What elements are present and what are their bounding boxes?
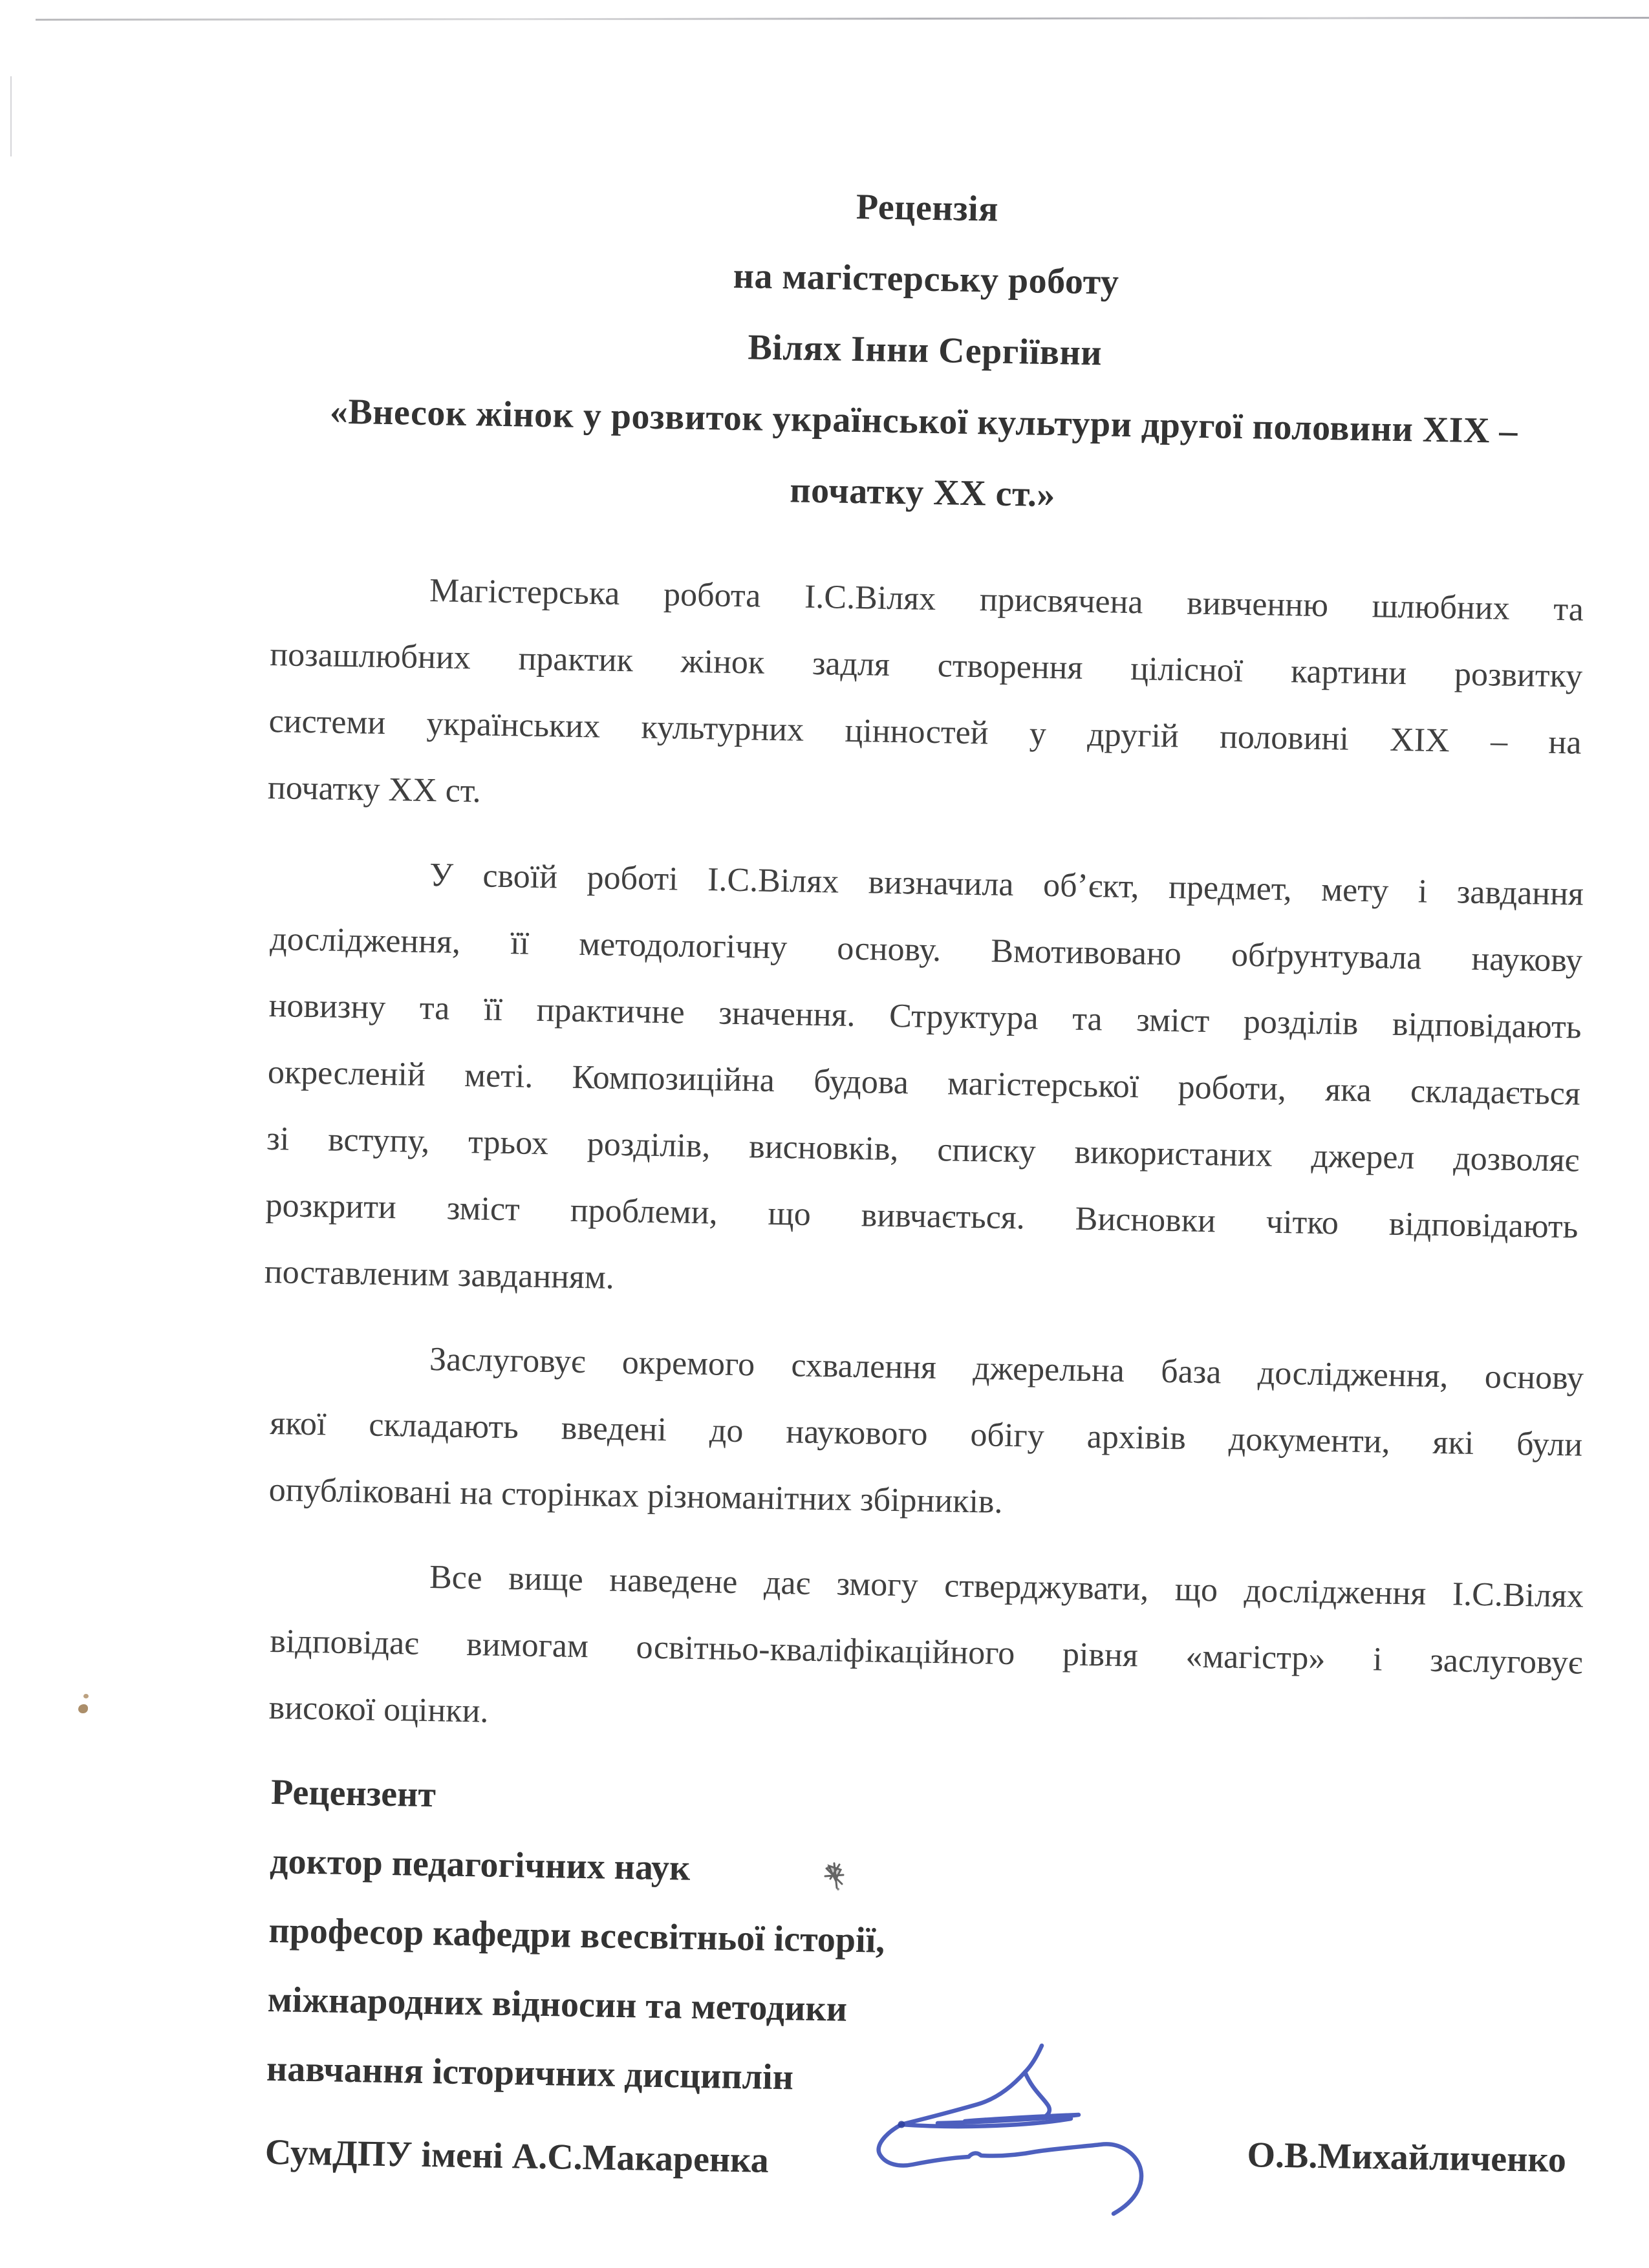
text-line: поставленим завданням. [264, 1253, 615, 1296]
paragraph-2 [264, 839, 1584, 1327]
text-line: системи українських культурних цінностей у другій половині XIX – на [268, 702, 1582, 762]
ink-speck [78, 1704, 88, 1713]
text-line: Заслуговує окремого схвалення джерельна база дослідження, основу [429, 1341, 1584, 1397]
text-line: високої оцінки. [268, 1689, 489, 1730]
reviewer-line: навчання історичних дисциплін [266, 2048, 794, 2098]
text-line: зі вступу, трьох розділів, висновків, списку використаних джерел дозволяє [266, 1120, 1580, 1179]
text-line: Все вище наведене дає змогу стверджувати, що дослідження І.С.Вілях [429, 1559, 1584, 1615]
reviewer-line: міжнародних відносин та методики [267, 1979, 848, 2029]
document-heading [266, 162, 1584, 539]
signature-ink [860, 2030, 1158, 2227]
heading-line: на магістерську роботу [733, 255, 1119, 303]
text-line: опубліковані на сторінках різноманітних збірників. [268, 1471, 1003, 1521]
heading-line: початку XX ст.» [789, 470, 1056, 515]
reviewer-line: доктор педагогічних наук [269, 1841, 691, 1888]
reviewer-line: професор кафедри всесвітньої історії, [268, 1910, 885, 1961]
reviewer-line: Рецензент [270, 1771, 436, 1815]
scan-artifact-left-line [10, 76, 12, 156]
text-line: окресленій меті. Композиційна будова магістерської роботи, яка складається [267, 1053, 1581, 1113]
paragraph-3 [268, 1323, 1584, 1545]
paragraph-1 [267, 555, 1584, 843]
heading-line: Вілях Інни Сергіївни [747, 327, 1103, 374]
text-line: новизну та її практичне значення. Структура та зміст розділів відповідають [268, 987, 1582, 1046]
heading-line: «Внесок жінок у розвиток української культури другої половини XIX – [329, 391, 1518, 452]
text-line: розкрити зміст проблеми, що вивчається. Висновки чітко відповідають [265, 1186, 1579, 1246]
ink-speck [83, 1694, 89, 1698]
text-line: позашлюбних практик жінок задля створення цілісної картини розвитку [269, 636, 1583, 695]
document-content [264, 0, 1584, 2187]
text-line: якої складають введені до наукового обігу архівів документи, які були [269, 1404, 1583, 1464]
text-line: У своїй роботі І.С.Вілях визначила об’єкт, предмет, мету і завдання [429, 857, 1584, 913]
text-line: відповідає вимогам освітньо-кваліфікаційного рівня «магістр» і заслуговує [269, 1622, 1583, 1682]
text-line: Магістерська робота І.С.Вілях присвячена вивченню шлюбних та [429, 572, 1584, 628]
heading-line: Рецензія [856, 187, 999, 230]
text-line: початку XX ст. [267, 769, 482, 810]
reviewer-name: О.В.Михайличенко [1247, 2135, 1567, 2181]
reviewer-institution: СумДПУ імені А.С.Макаренка [264, 2132, 770, 2181]
text-line: дослідження, її методологічну основу. Вмотивовано обґрунтувала наукову [269, 920, 1583, 979]
paragraph-4 [268, 1541, 1584, 1763]
